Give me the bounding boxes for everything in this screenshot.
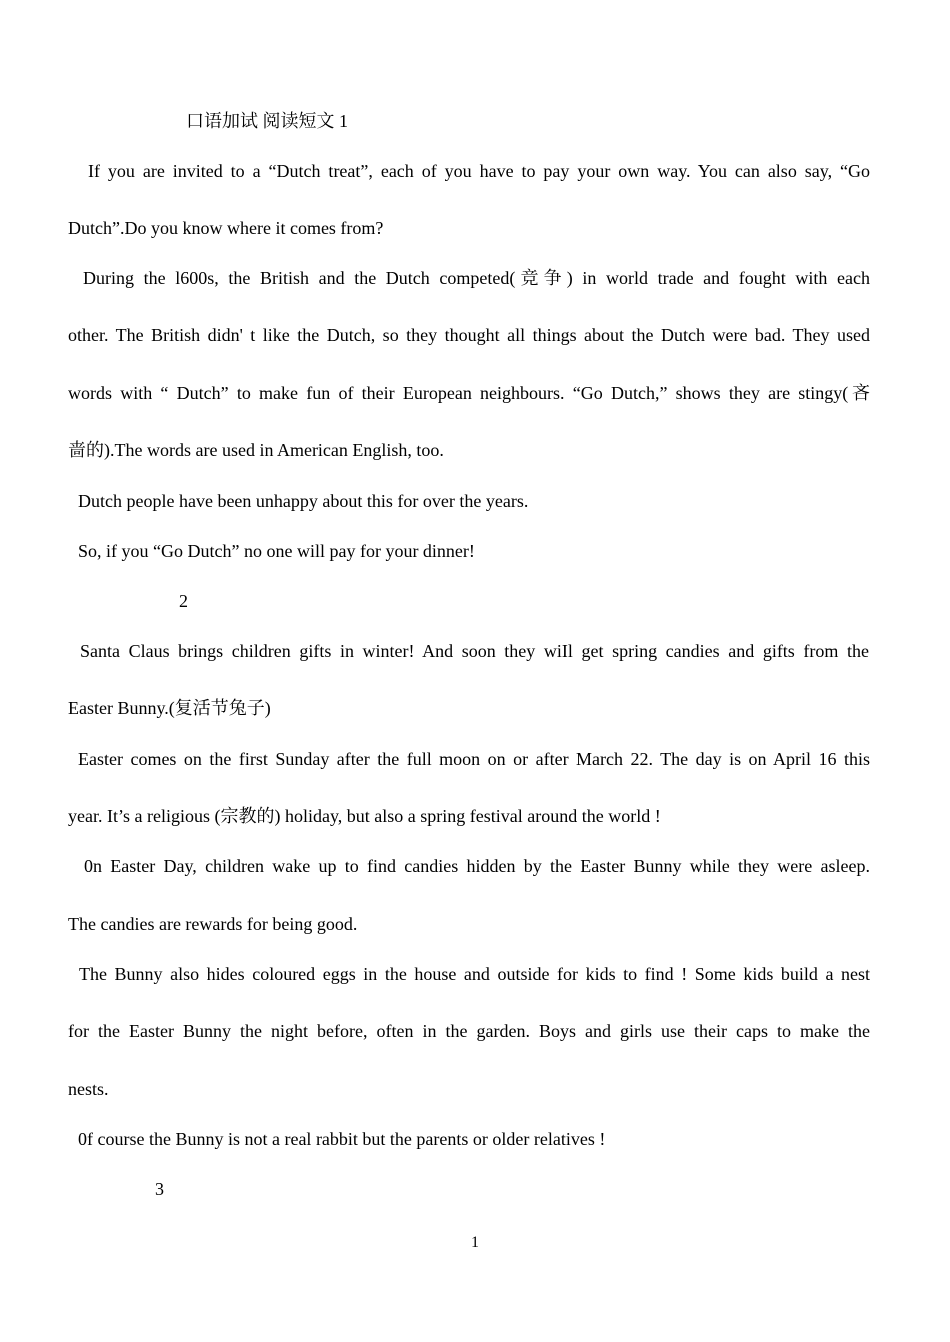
page-number: 1 bbox=[471, 1234, 479, 1251]
paragraph-line: nests. bbox=[68, 1079, 109, 1099]
paragraph-line: During the l600s, the British and the Dutch competed(竞争) in world trade and fought with each bbox=[83, 268, 870, 288]
paragraph-line: year. It’s a religious (宗教的) holiday, but also a spring festival around the world ! bbox=[68, 806, 661, 826]
paragraph-line: Santa Claus brings children gifts in winter! And soon they wiIl get spring candies and gifts from the bbox=[80, 641, 869, 661]
paragraph-line: for the Easter Bunny the night before, often in the garden. Boys and girls use their caps to make the bbox=[68, 1021, 870, 1041]
paragraph-line: If you are invited to a “Dutch treat”, each of you have to pay your own way. You can also say, “Go bbox=[88, 161, 870, 181]
paragraph-line: Dutch”.Do you know where it comes from? bbox=[68, 218, 384, 238]
paragraph-line: Easter Bunny.(复活节兔子) bbox=[68, 698, 271, 718]
paragraph-line: words with “ Dutch” to make fun of their European neighbours. “Go Dutch,” shows they are stingy(吝 bbox=[68, 383, 870, 403]
paragraph-line: Dutch people have been unhappy about this for over the years. bbox=[78, 491, 529, 511]
paragraph-line: other. The British didn' t like the Dutch, so they thought all things about the Dutch were bad. They used bbox=[68, 325, 870, 345]
section-number: 3 bbox=[155, 1179, 164, 1199]
section-number: 2 bbox=[179, 591, 188, 611]
document-title: 口语加试 阅读短文 1 bbox=[186, 111, 348, 131]
paragraph-line: Easter comes on the first Sunday after the full moon on or after March 22. The day is on April 16 this bbox=[78, 749, 870, 769]
paragraph-line: The Bunny also hides coloured eggs in the house and outside for kids to find ! Some kids build a nest bbox=[79, 964, 870, 984]
paragraph-line: 啬的).The words are used in American English, too. bbox=[68, 440, 444, 460]
paragraph-line: So, if you “Go Dutch” no one will pay for your dinner! bbox=[78, 541, 475, 561]
paragraph-line: 0n Easter Day, children wake up to find candies hidden by the Easter Bunny while they were asleep. bbox=[84, 856, 870, 876]
paragraph-line: The candies are rewards for being good. bbox=[68, 914, 358, 934]
paragraph-line: 0f course the Bunny is not a real rabbit but the parents or older relatives ! bbox=[78, 1129, 606, 1149]
